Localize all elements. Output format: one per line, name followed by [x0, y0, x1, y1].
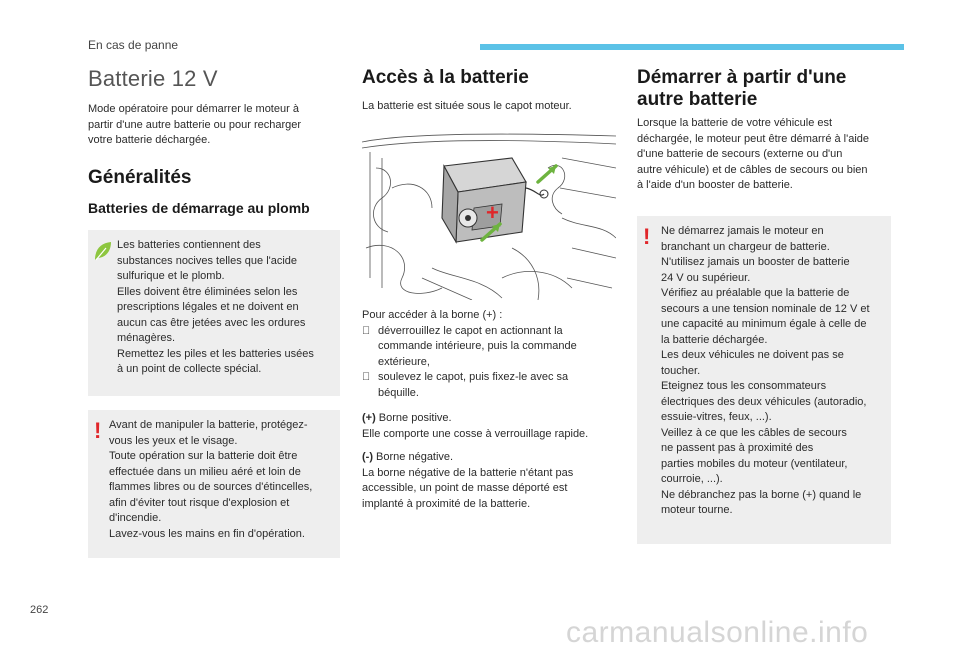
section-color-bar	[480, 44, 904, 50]
jump-start-intro: Lorsque la batterie de votre véhicule est déchargée, le moteur peut être démarré à l'aide d'une batterie de secours (externe ou d'un autre véhicule) et de câbles de secours ou bien à l'aide d'un booster de batterie.	[637, 117, 870, 191]
negative-terminal-label: (-)	[362, 451, 373, 463]
positive-terminal-plus-label: +	[486, 200, 499, 225]
bullet-arrow-icon	[362, 324, 370, 340]
access-steps-intro: Pour accéder à la borne (+) :	[362, 309, 503, 321]
jump-start-warning-text: Ne démarrez jamais le moteur en branchant un chargeur de batterie. N'utilisez jamais un booster de batterie 24 V ou supérieur. Vérifiez au préalable que la batterie de secours a une tension nominale de 12 V et une capacité au minimum égale à celle de la batterie déchargée. Les deux véhicules ne doivent pas se toucher. Eteignez tous les consommateurs électriques des deux véhicules (autoradio, essuie-vitres, feux, ...). Veillez à ce que les câbles de secours ne passent pas à proximité des parties mobiles du moteur (ventilateur, courroie, ...). Ne débranchez pas la borne (+) quand le moteur tourne.	[661, 225, 870, 516]
list-item: soulevez le capot, puis fixez-le avec sa béquille.	[362, 370, 612, 401]
heading-access-battery: Accès à la batterie	[362, 67, 529, 88]
access-steps	[362, 308, 612, 401]
page-title: Batterie 12 V	[88, 66, 218, 91]
warning-box	[88, 410, 340, 558]
jump-start-warning-box	[637, 216, 891, 544]
warning-text: Avant de manipuler la batterie, protégez- vous les yeux et le visage. Toute opération sur la batterie doit être effectuée dans un milieu aéré et loin de flammes libres ou de sources d'étincelles, afin d'éviter tout risque d'explosion et d'incendie. Lavez-vous les mains en fin d'opération.	[109, 419, 313, 540]
positive-terminal-description: (+) Borne positive. Elle comporte une cosse à verrouillage rapide.	[362, 412, 589, 440]
intro-paragraph: Mode opératoire pour démarrer le moteur à partir d'une autre batterie ou pour recharger votre batterie déchargée.	[88, 103, 302, 146]
positive-terminal-label: (+)	[362, 412, 376, 424]
warning-icon: !	[94, 418, 102, 443]
access-steps-list	[362, 324, 612, 402]
section-tag: En cas de panne	[88, 38, 179, 52]
subheading-lead-batteries: Batteries de démarrage au plomb	[88, 200, 310, 216]
page-number: 262	[30, 604, 49, 616]
battery-location-text: La batterie est située sous le capot moteur.	[362, 100, 572, 112]
list-item: déverrouillez le capot en actionnant la commande intérieure, puis la commande extérieure,	[362, 324, 612, 371]
eco-info-text: Les batteries contiennent des substances nocives telles que l'acide sulfurique et le plomb. Elles doivent être éliminées selon les prescriptions légales et ne doivent en aucun cas être jetées avec les ordures ménagères. Remettez les piles et les batteries usées à un point de collecte spécial.	[117, 239, 314, 375]
bullet-arrow-icon	[362, 370, 370, 386]
engine-bay-illustration	[362, 128, 616, 300]
heading-generalites: Généralités	[88, 167, 192, 188]
eco-info-box	[88, 230, 340, 396]
watermark: carmanualsonline.info	[566, 616, 869, 649]
green-leaf-icon	[93, 240, 113, 262]
warning-icon: !	[643, 224, 651, 249]
heading-jump-start: Démarrer à partir d'une autre batterie	[637, 67, 847, 110]
negative-terminal-description: (-) Borne négative. La borne négative de la batterie n'étant pas accessible, un point de masse déporté est implanté à proximité de la batterie.	[362, 451, 574, 510]
